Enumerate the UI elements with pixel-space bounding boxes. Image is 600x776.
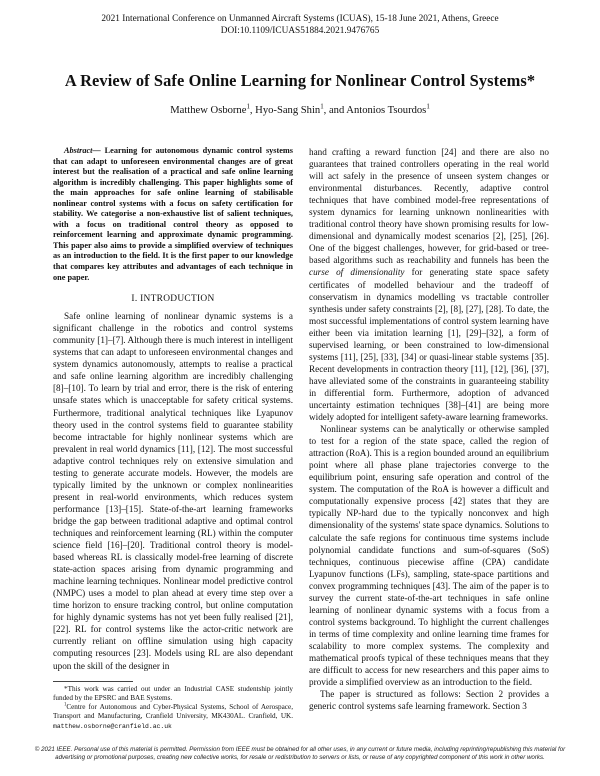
- author-list: [0, 105, 600, 116]
- affiliation-mark: 1: [426, 103, 430, 111]
- abstract: [53, 146, 293, 283]
- text-run: for generating state space safety certificates of modelled behaviour and the tradeoff of conservatism in dynamics modelling vs tractable controller synthesis under safety constraints [2], [8], [27], [28]. To date, the most successful implementations of control system learning have either been via imitation learning [1], [29]–[32], a form of supervised learning, or been constrained to low-dimensional systems [11], [25], [33], [34] or quasi-linear stable systems [35]. Recent developments in contraction theory [11], [12], [36], [37], have alleviated some of the constraints in guaranteeing stability in differential form. Furthermore, adoption of advanced uncertainty estimation techniques [38]–[41] are being more widely adopted for intelligent safety-aware learning frameworks.: [309, 267, 549, 423]
- emphasis-curse-of-dimensionality: curse of dimensionality: [309, 267, 405, 278]
- abstract-dash: —: [92, 146, 105, 155]
- footnote-mark: 1: [64, 702, 67, 708]
- author-separator: ,: [249, 105, 256, 116]
- author-1: Matthew Osborne: [170, 105, 247, 116]
- abstract-text: Learning for autonomous dynamic control systems that can adapt to unforeseen environmental changes are of great interest but the realisation of a practical and safe online learning algorithm is incredibly challenging. This paper highlights some of the main approaches for safe online learning of stabilisable nonlinear control systems with a focus on safety certification for stability. We categorise a non-exhaustive list of salient techniques, with a focus on traditional control theory as opposed to reinforcement learning and approximate dynamic programming. This paper also aims to provide a simplified overview of techniques as an introduction to the field. It is the first paper to our knowledge that compares key attributes and advantages of each technique in one paper.: [53, 146, 294, 282]
- author-email[interactable]: matthew.osborne@cranfield.ac.uk: [53, 722, 172, 730]
- intro-paragraph-1: Safe online learning of nonlinear dynamic systems is a significant challenge in the robotics and control systems community [1]–[7]. Although there is much interest in intelligent systems that can adapt to unforeseen environmental changes and system dynamics autonomously, attempts to realise a practical and safe online learning algorithm are incredibly challenging [8]–[10]. To learn by trial and error, there is the risk of entering unsafe states which is unacceptable for safety critical systems. Furthermore, traditional analytical techniques like Lyapunov theory used in the control systems field to guarantee stability become intractable for highly nonlinear systems which are prevalent in real world dynamics [11], [12]. The most successful adaptive control techniques rely on extensive simulation and testing to generate accurate models. However, the models are typically limited by the unknown or complex nonlinearities present in real-world environments, which reduces system performance [13]–[15]. State-of-the-art learning frameworks bridge the gap between traditional adaptive and optimal control techniques and reinforcement learning (RL) within the computer science field [16]–[20]. Traditional control theory is model-based whereas RL is classically model-free learning of discrete state-action spaces arising from dynamic programming and machine learning techniques. Nonlinear model predictive control (NMPC) uses a model to plan ahead at every time step over a time horizon to ensure tracking control, but online computation for highly dynamic systems has not yet been fully realised [21], [22]. RL for control systems like the actor-critic network are currently reliant on offline simulation using high capacity computing resources [23]. Models using RL are also dependant upon the skill of the designer in: [53, 311, 293, 671]
- affiliation-text: Centre for Autonomous and Cyber-Physical Systems, School of Aerospace, Transport and Manufacturing, Cranfield University, MK430AL. Cranfield, UK.: [53, 703, 293, 721]
- footnote-affiliation: [53, 703, 293, 731]
- author-3: and Antonios Tsourdos: [328, 105, 427, 116]
- footnote-funding: *This work was carried out under an Industrial CASE studentship jointly funded by the EPSRC and BAE Systems.: [53, 684, 293, 702]
- conference-header: 2021 International Conference on Unmanned Aircraft Systems (ICUAS), 15-18 June 2021, Athens, Greece: [101, 14, 499, 24]
- right-column: [309, 146, 549, 712]
- author-separator: ,: [323, 105, 329, 116]
- copyright-notice: [0, 746, 600, 762]
- affiliation-mark: 1: [320, 103, 324, 111]
- doi-line: DOI:10.1109/ICUAS51884.2021.9476765: [220, 26, 380, 36]
- intro-paragraph-2: Nonlinear systems can be analytically or otherwise sampled to test for a region of the state space, called the region of attraction (RoA). This is a region bounded around an equilibrium point where all phase plane trajectories converge to the equilibrium point, ensuring safe operation and control of the system. The computation of the RoA is however a difficult and computationally expensive process [42] states that they are typically NP-hard due to the typically nonconvex and high dimensionality of the systems' state space dynamics. Solutions to calculate the safe regions for continuous time systems include polynomial candidate functions and sum-of-squares (SoS) techniques, continuous piecewise affine (CPA) candidate Lyapunov functions (LFs), sampling, state-space partitions and convex programming techniques [43]. The aim of the paper is to survey the current state-of-the-art techniques in safe online learning of nonlinear dynamic systems with a focus from a control systems background. To highlight the current challenges in terms of time complexity and online learning time frames for scalability to more complex systems. The complexity and mathematical proofs typical of these techniques means that they are difficult to access for new researchers and this paper aims to provide a simplified overview as an introduction to the field.: [309, 424, 549, 688]
- paper-title: A Review of Safe Online Learning for Nonlinear Control Systems*: [64, 71, 536, 90]
- abstract-label: Abstract: [64, 146, 93, 155]
- intro-paragraph-1-continued: [309, 146, 549, 423]
- intro-paragraph-3: The paper is structured as follows: Section 2 provides a generic control systems safe learning framework. Section 3: [309, 689, 549, 712]
- text-run: hand crafting a reward function [24] and there are also no guarantees that trained controllers operating in the real world will act safely in the presence of unseen system changes or environmental disturbances. Recently, adaptive control techniques that have combined model-free representations of system dynamics for learning unknown nonlinearities with traditional control theory have shown promising results for low-dimensional and dynamically modest scenarios [2], [25], [26]. One of the biggest challenges, however, for grid-based or tree-based algorithms such as reachability and funnels has been the: [309, 147, 549, 266]
- section-heading-introduction: I. INTRODUCTION: [131, 294, 215, 305]
- copyright-line-2: advertising or promotional purposes, creating new collective works, for resale or redistribution to servers or lists, or reuse of any copyrighted component of this work in other works.: [55, 754, 545, 762]
- footnote-divider: [53, 681, 133, 682]
- author-2: Hyo-Sang Shin: [255, 105, 321, 116]
- copyright-line-1: © 2021 IEEE. Personal use of this material is permitted. Permission from IEEE must be obtained for all other uses, in any current or future media, including reprinting/republishing this material for: [34, 746, 566, 753]
- left-column: [53, 146, 293, 731]
- affiliation-mark: 1: [246, 103, 250, 111]
